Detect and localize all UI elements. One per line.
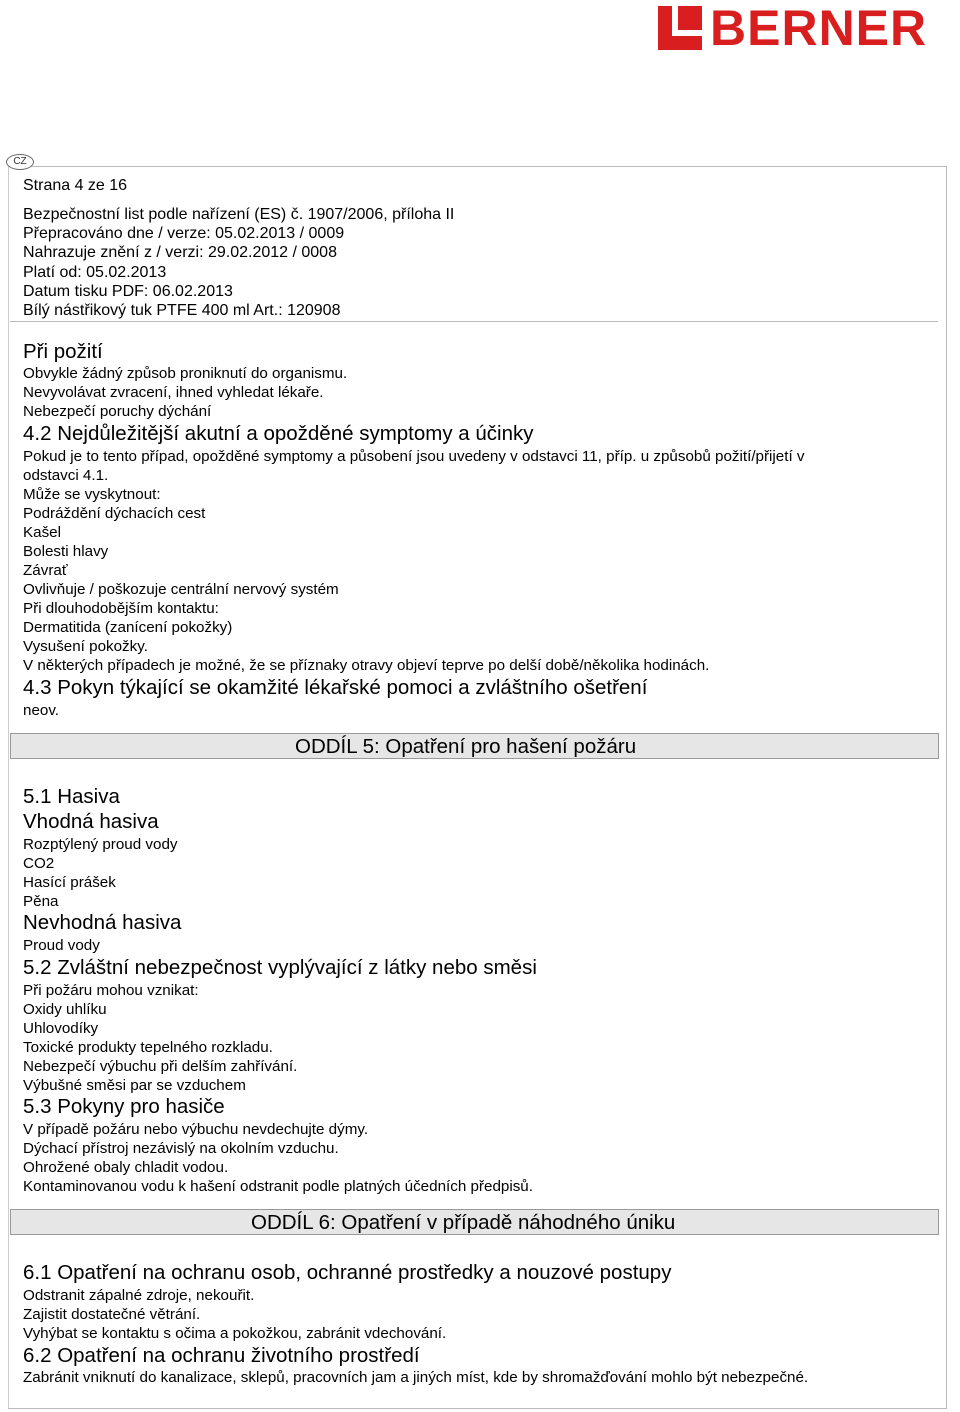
page-number: Strana 4 ze 16 [23,177,128,194]
suitable-heading: Vhodná hasiva [23,810,159,833]
logo-mark-icon [658,6,702,50]
hazard-line: Oxidy uhlíku [23,1001,107,1018]
logo-text: BERNER [710,0,928,56]
advice-line: Kontaminovanou vodu k hašení odstranit podle platných účedních předpisů. [23,1178,533,1195]
symptom-line: Kašel [23,524,61,541]
ingestion-line: Nevyvolávat zvracení, ihned vyhledat lékaře. [23,384,324,401]
heading-5-3: 5.3 Pokyny pro hasiče [23,1095,225,1118]
suitable-item: CO2 [23,855,55,872]
regulation-line: Bezpečnostní list podle nařízení (ES) č. 1907/2006, příloha II [23,206,455,223]
section-6-title: ODDÍL 6: Opatření v případě náhodného úniku [251,1211,676,1234]
symptom-line: Při dlouhodobějším kontaktu: [23,600,219,617]
hazard-line: Při požáru mohou vznikat: [23,982,199,999]
product-line: Bílý nástřikový tuk PTFE 400 ml Art.: 120908 [23,302,341,319]
unsuitable-heading: Nevhodná hasiva [23,911,182,934]
h43-text: neov. [23,702,60,719]
hazard-line: Uhlovodíky [23,1020,99,1037]
heading-4-3: 4.3 Pokyn týkající se okamžité lékařské pomoci a zvláštního ošetření [23,676,648,699]
ingestion-heading: Při požití [23,340,103,363]
h61-line: Odstranit zápalné zdroje, nekouřit. [23,1287,255,1304]
hazard-line: Výbušné směsi par se vzduchem [23,1077,246,1094]
symptom-line: Dermatitida (zanícení pokožky) [23,619,233,636]
heading-6-2: 6.2 Opatření na ochranu životního prostředí [23,1344,420,1367]
h61-line: Vyhýbat se kontaktu s očima a pokožkou, zabránit vdechování. [23,1325,447,1342]
symptom-line: Ovlivňuje / poškozuje centrální nervový systém [23,581,339,598]
section-6-bar [10,1209,939,1235]
language-badge: CZ [6,154,34,170]
h62-text: Zabránit vniknutí do kanalizace, sklepů, pracovních jam a jiných míst, kde by shromažďování mohlo být nebezpečné. [23,1369,809,1386]
revised-line: Přepracováno dne / verze: 05.02.2013 / 0009 [23,225,345,242]
print-date-line: Datum tisku PDF: 06.02.2013 [23,283,233,300]
hazard-line: Nebezpečí výbuchu při delším zahřívání. [23,1058,298,1075]
suitable-item: Hasící prášek [23,874,116,891]
heading-5-1: 5.1 Hasiva [23,785,120,808]
header-divider [10,321,938,322]
replaces-line: Nahrazuje znění z / verzi: 29.02.2012 / 0008 [23,244,337,261]
h42-text: odstavci 4.1. [23,467,109,484]
symptom-line: Vysušení pokožky. [23,638,148,655]
ingestion-line: Nebezpečí poruchy dýchání [23,403,212,420]
heading-5-2: 5.2 Zvláštní nebezpečnost vyplývající z látky nebo směsi [23,956,537,979]
symptom-line: Podráždění dýchacích cest [23,505,206,522]
berner-logo [658,0,958,56]
heading-4-2: 4.2 Nejdůležitější akutní a opožděné symptomy a účinky [23,422,534,445]
advice-line: Ohrožené obaly chladit vodou. [23,1159,229,1176]
valid-from-line: Platí od: 05.02.2013 [23,264,167,281]
heading-6-1: 6.1 Opatření na ochranu osob, ochranné prostředky a nouzové postupy [23,1261,672,1284]
h42-text: Pokud je to tento případ, opožděné symptomy a působení jsou uvedeny v odstavci 11, příp. u způsobů požití/přijetí v [23,448,805,465]
symptom-line: Závrať [23,562,68,579]
suitable-item: Pěna [23,893,59,910]
unsuitable-item: Proud vody [23,937,100,954]
advice-line: Dýchací přístroj nezávislý na okolním vzduchu. [23,1140,339,1157]
section-5-title: ODDÍL 5: Opatření pro hašení požáru [295,735,637,758]
symptom-line: V některých případech je možné, že se příznaky otravy objeví teprve po delší době/několika hodinách. [23,657,710,674]
symptom-line: Může se vyskytnout: [23,486,161,503]
suitable-item: Rozptýlený proud vody [23,836,178,853]
advice-line: V případě požáru nebo výbuchu nevdechujte dýmy. [23,1121,369,1138]
symptom-line: Bolesti hlavy [23,543,109,560]
h61-line: Zajistit dostatečné větrání. [23,1306,201,1323]
ingestion-line: Obvykle žádný způsob proniknutí do organismu. [23,365,348,382]
hazard-line: Toxické produkty tepelného rozkladu. [23,1039,273,1056]
section-5-bar [10,733,939,759]
